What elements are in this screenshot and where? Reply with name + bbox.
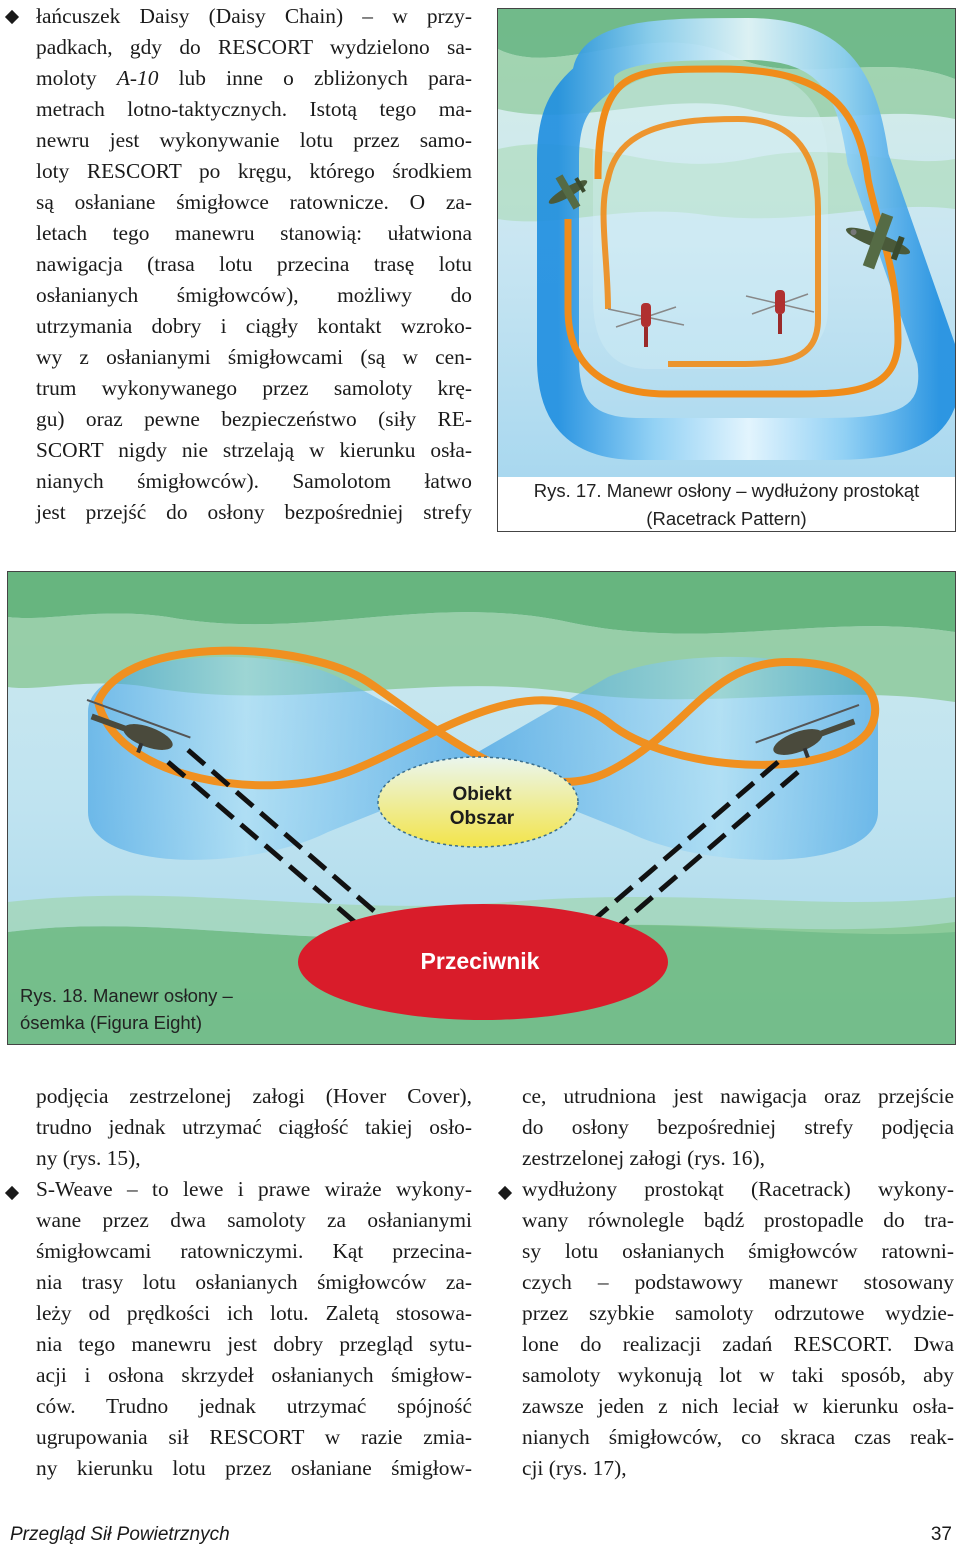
figure-18-caption: [20, 982, 233, 1036]
enemy-label: Przeciwnik: [420, 948, 540, 974]
text-line: nia trasy lotu osłanianych śmigłowców za-: [36, 1270, 472, 1294]
top-text-column: [36, 1, 472, 528]
caption-line: ósemka (Figura Eight): [20, 1012, 202, 1033]
text-line: zestrzelonej załogi (rys. 16),: [522, 1146, 765, 1170]
bullet-s-weave: [5, 1186, 19, 1200]
bullet-daisy-chain: [5, 10, 19, 24]
text-line: nianych śmigłowców). Samolotom łatwo: [36, 469, 472, 493]
text-line: ny kierunku lotu przez osłaniane śmigłow-: [36, 1456, 472, 1480]
racetrack-illustration: [498, 9, 955, 477]
text-line: jest przejść do osłony bezpośredniej strefy: [36, 500, 472, 524]
text-line: wydłużony prostokąt (Racetrack) wykony-: [522, 1177, 954, 1201]
bullet-racetrack: [498, 1186, 512, 1200]
text-line: leży od prędkości ich lotu. Zaletą stosowa-: [36, 1301, 472, 1325]
text-line: moloty A-10 lub inne o zbliżonych para-: [36, 66, 472, 90]
text-line: ce, utrudniona jest nawigacja oraz przejście: [522, 1084, 954, 1108]
text-line: lone do realizacji zadań RESCORT. Dwa: [522, 1332, 954, 1356]
caption-line: (Racetrack Pattern): [646, 508, 807, 529]
page-number: 37: [930, 1524, 952, 1545]
figure-eight-illustration: [8, 572, 955, 1044]
text-line: osłanianych śmigłowców), możliwy do: [36, 283, 472, 307]
caption-line: Rys. 18. Manewr osłony –: [20, 985, 233, 1006]
text-line: loty RESCORT po kręgu, którego środkiem: [36, 159, 472, 183]
text-line: do osłony bezpośredniej strefy podjęcia: [522, 1115, 954, 1139]
text-line: gu) oraz pewne bezpieczeństwo (siły RE-: [36, 407, 472, 431]
text-line: nawigacja (trasa lotu przecina trasę lotu: [36, 252, 472, 276]
figure-17-caption: [498, 477, 955, 532]
text-line: ców. Trudno jednak utrzymać spójność: [36, 1394, 472, 1418]
text-line: trum wykonywanego przez samoloty krę-: [36, 376, 472, 400]
text-line: metrach lotno-taktycznych. Istotą tego ma-: [36, 97, 472, 121]
text-line: newru jest wykonywanie lotu przez samo-: [36, 128, 472, 152]
bottom-right-column: [522, 1081, 954, 1484]
target-label: Obszar: [449, 808, 515, 829]
journal-title: Przegląd Sił Powietrznych: [10, 1524, 230, 1545]
text-line: samoloty wykonują lot w taki sposób, aby: [522, 1363, 954, 1387]
text-line: śmigłowcami ratowniczymi. Kąt przecina-: [36, 1239, 472, 1263]
text-line: sy lotu osłanianych śmigłowców ratowni-: [522, 1239, 954, 1263]
text-line: padkach, gdy do RESCORT wydzielono sa-: [36, 35, 472, 59]
bottom-left-column: [36, 1081, 472, 1484]
text-line: nianych śmigłowców, co skraca czas reak-: [522, 1425, 954, 1449]
text-line: S-Weave – to lewe i prawe wiraże wykony-: [36, 1177, 472, 1201]
text-line: łańcuszek Daisy (Daisy Chain) – w przy-: [36, 4, 472, 28]
text-line: podjęcia zestrzelonej załogi (Hover Cover),: [36, 1084, 472, 1108]
text-line: wy z osłanianymi śmigłowcami (są w cen-: [36, 345, 472, 369]
text-line: zawsze jeden z nich leciał w kierunku osła-: [522, 1394, 954, 1418]
target-label: Obiekt: [452, 784, 512, 805]
text-line: utrzymania dobry i ciągły kontakt wzroko-: [36, 314, 472, 338]
text-line: acji i osłona skrzydeł osłanianych śmigłow-: [36, 1363, 472, 1387]
caption-line: Rys. 17. Manewr osłony – wydłużony prostokąt: [533, 480, 920, 501]
text-line: SCORT nigdy nie strzelają w kierunku osła-: [36, 438, 472, 462]
text-line: trudno jednak utrzymać ciągłość takiej osło-: [36, 1115, 472, 1139]
text-line: przez szybkie samoloty odrzutowe wydzie-: [522, 1301, 954, 1325]
text-line: letach tego manewru stanowią: ułatwiona: [36, 221, 472, 245]
text-line: wane przez dwa samoloty za osłanianymi: [36, 1208, 472, 1232]
text-line: czych – podstawowy manewr stosowany: [522, 1270, 954, 1294]
text-line: są osłaniane śmigłowce ratownicze. O za-: [36, 190, 472, 214]
text-line: nia tego manewru jest dobry przegląd sytu-: [36, 1332, 472, 1356]
text-line: cji (rys. 17),: [522, 1456, 627, 1480]
text-line: ny (rys. 15),: [36, 1146, 141, 1170]
text-line: wany równolegle bądź prostopadle do tra-: [522, 1208, 954, 1232]
text-line: ugrupowania sił RESCORT w razie zmia-: [36, 1425, 472, 1449]
figure-17: [497, 8, 956, 532]
figure-18: [7, 571, 956, 1045]
